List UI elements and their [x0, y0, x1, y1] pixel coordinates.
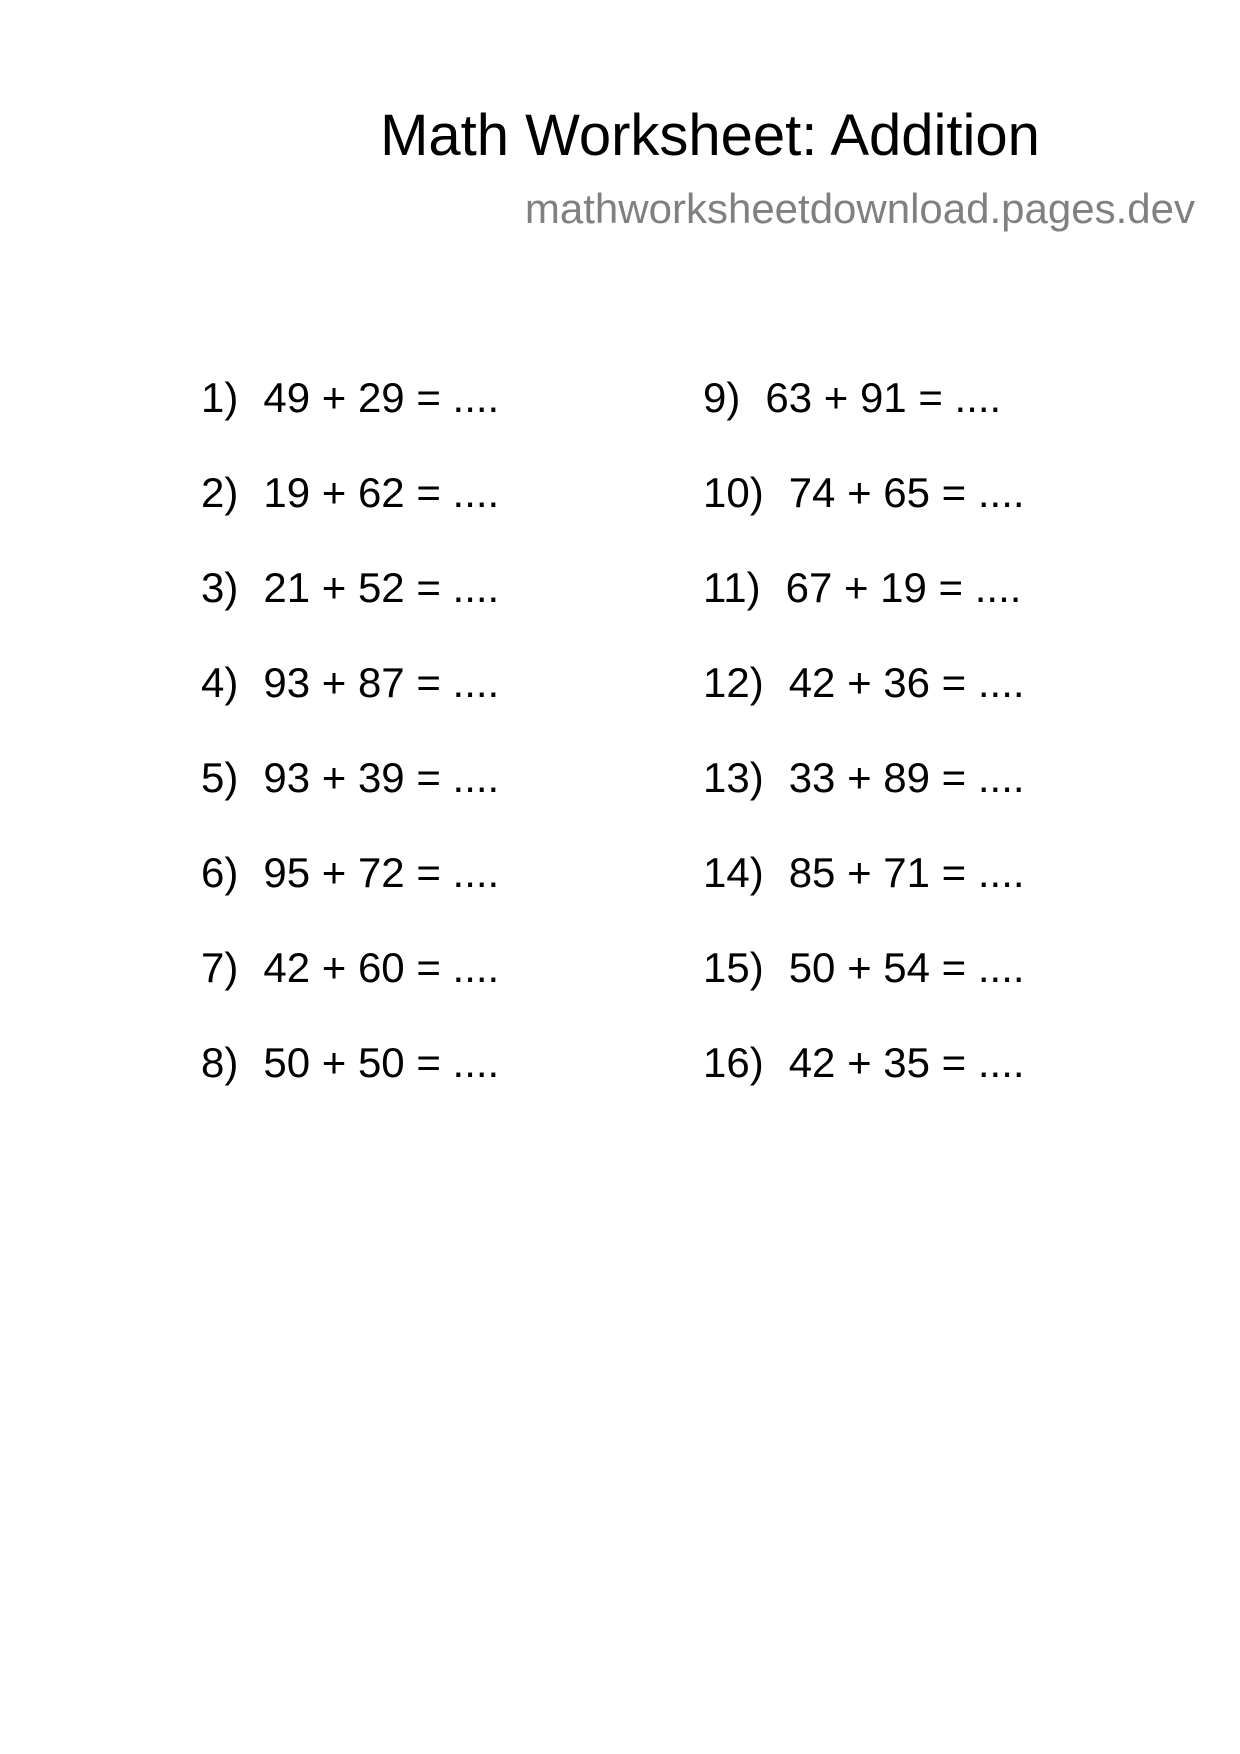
- problem-expression: 93 + 87 = ....: [263, 658, 500, 706]
- problem-number: 9): [703, 373, 741, 421]
- problem-number: 13): [703, 753, 764, 801]
- problem-item: [703, 350, 1025, 445]
- problem-expression: 33 + 89 = ....: [788, 753, 1025, 801]
- problem-item: [201, 540, 499, 635]
- problem-expression: 21 + 52 = ....: [263, 563, 500, 611]
- problem-item: [703, 635, 1025, 730]
- problem-item: [201, 445, 499, 540]
- problem-item: [201, 635, 499, 730]
- problem-item: [201, 730, 499, 825]
- problems-column-left: [201, 350, 499, 1110]
- problem-expression: 50 + 54 = ....: [788, 943, 1025, 991]
- problem-expression: 19 + 62 = ....: [263, 468, 500, 516]
- problem-item: [703, 445, 1025, 540]
- problem-expression: 93 + 39 = ....: [263, 753, 500, 801]
- problem-item: [703, 920, 1025, 1015]
- problem-item: [201, 920, 499, 1015]
- problem-number: 4): [201, 658, 239, 706]
- problem-expression: 50 + 50 = ....: [263, 1038, 500, 1086]
- problem-expression: 74 + 65 = ....: [788, 468, 1025, 516]
- problem-number: 16): [703, 1038, 764, 1086]
- problem-expression: 42 + 35 = ....: [788, 1038, 1025, 1086]
- worksheet-title: Math Worksheet: Addition: [380, 103, 1040, 168]
- problem-number: 10): [703, 468, 764, 516]
- problem-item: [201, 825, 499, 920]
- problem-expression: 95 + 72 = ....: [263, 848, 500, 896]
- problem-number: 1): [201, 373, 239, 421]
- problem-expression: 42 + 60 = ....: [263, 943, 500, 991]
- problems-column-right: [703, 350, 1025, 1110]
- problem-number: 15): [703, 943, 764, 991]
- problem-expression: 67 + 19 = ....: [785, 563, 1022, 611]
- problem-expression: 63 + 91 = ....: [765, 373, 1002, 421]
- problem-number: 2): [201, 468, 239, 516]
- problem-number: 5): [201, 753, 239, 801]
- problem-item: [703, 730, 1025, 825]
- problem-item: [201, 350, 499, 445]
- problem-number: 8): [201, 1038, 239, 1086]
- worksheet-source: mathworksheetdownload.pages.dev: [524, 185, 1195, 232]
- problem-number: 14): [703, 848, 764, 896]
- problem-number: 7): [201, 943, 239, 991]
- problem-item: [703, 540, 1025, 635]
- problem-number: 6): [201, 848, 239, 896]
- problem-item: [201, 1015, 499, 1110]
- problem-expression: 42 + 36 = ....: [788, 658, 1025, 706]
- problem-number: 11): [703, 563, 761, 611]
- problem-item: [703, 1015, 1025, 1110]
- problem-expression: 49 + 29 = ....: [263, 373, 500, 421]
- problem-expression: 85 + 71 = ....: [788, 848, 1025, 896]
- problem-number: 3): [201, 563, 239, 611]
- problem-item: [703, 825, 1025, 920]
- problem-number: 12): [703, 658, 764, 706]
